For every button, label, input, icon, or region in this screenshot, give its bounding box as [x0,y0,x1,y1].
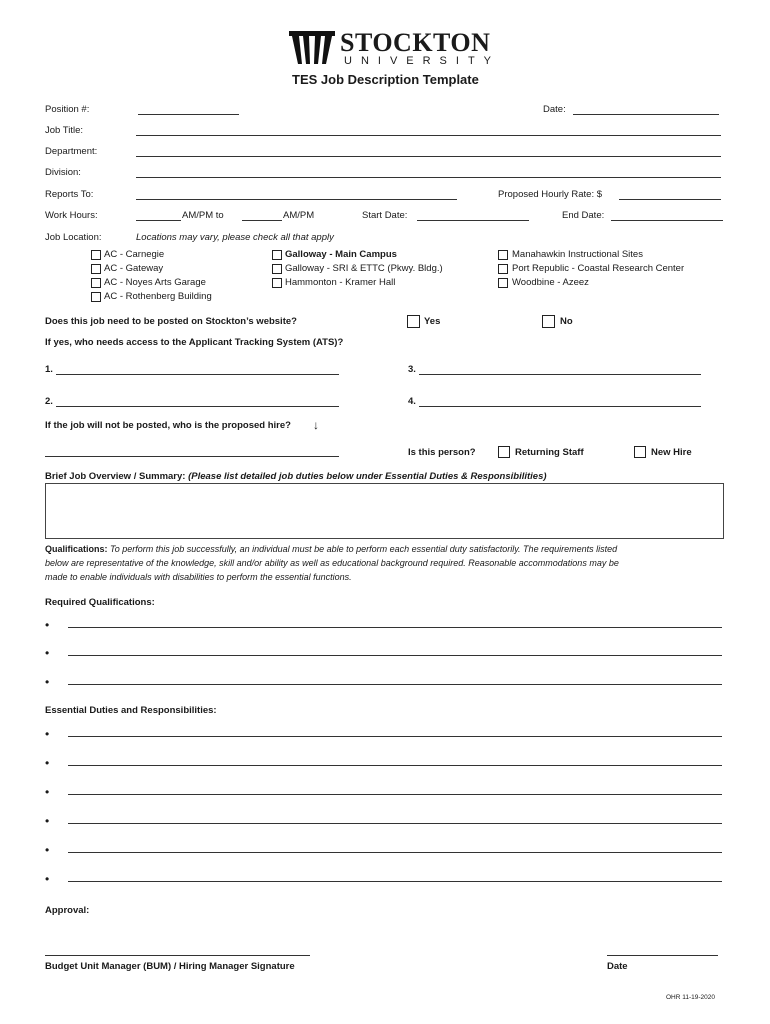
checkbox-new-hire[interactable] [634,446,646,458]
essential-duty-field[interactable] [68,881,722,882]
qualifications-label: Qualifications: [45,544,108,554]
checkbox-manahawkin[interactable] [498,250,508,260]
required-qualification-field[interactable] [68,627,722,628]
essential-duty-field[interactable] [68,823,722,824]
bullet-icon: • [45,727,50,741]
signature-date-field[interactable] [607,955,718,956]
footer-code: OHR 11-19-2020 [666,994,716,1001]
ats-number: 2. [45,396,53,407]
essential-duties-heading: Essential Duties and Responsibilities: [45,705,217,716]
hours-start-field[interactable] [136,220,181,221]
work-hours-label: Work Hours: [45,210,98,221]
overview-label: Brief Job Overview / Summary: [45,471,186,482]
checkbox-ac-noyes[interactable] [91,278,101,288]
posting-question: Does this job need to be posted on Stockton’s website? [45,316,297,327]
reports-to-label: Reports To: [45,189,94,200]
proposed-rate-field[interactable] [619,199,721,200]
ats-number: 1. [45,364,53,375]
qualifications-line-3: made to enable individuals with disabilities to perform the essential functions. [45,572,352,582]
bullet-icon: • [45,785,50,799]
overview-heading [45,471,547,482]
checkbox-hammonton[interactable] [272,278,282,288]
location-label: AC - Rothenberg Building [104,291,212,302]
ats-question: If yes, who needs access to the Applicant Tracking System (ATS)? [45,337,344,348]
qualifications-line-1 [45,544,617,554]
date-label: Date: [543,104,566,115]
department-field[interactable] [136,156,721,157]
date-field[interactable] [573,114,719,115]
signature-field[interactable] [45,955,310,956]
checkbox-ac-rothenberg[interactable] [91,292,101,302]
start-date-field[interactable] [417,220,529,221]
logo-subtitle: UNIVERSITY [344,55,501,67]
proposed-rate-label: Proposed Hourly Rate: $ [498,189,603,200]
tree-logo-icon [289,31,335,65]
checkbox-galloway-main[interactable] [272,250,282,260]
position-field[interactable] [138,114,239,115]
ats-number: 3. [408,364,416,375]
location-label: Hammonton - Kramer Hall [285,277,396,288]
qualifications-text: To perform this job successfully, an individual must be able to perform each essential duty satisfactorily. The requirements listed [110,544,618,554]
checkbox-galloway-sri[interactable] [272,264,282,274]
ats-field-1[interactable] [56,374,339,375]
location-label: Port Republic - Coastal Research Center [512,263,685,274]
location-label: AC - Noyes Arts Garage [104,277,206,288]
bullet-icon: • [45,646,50,660]
bullet-icon: • [45,814,50,828]
bullet-icon: • [45,872,50,886]
no-label: No [560,316,573,327]
signature-label: Budget Unit Manager (BUM) / Hiring Manager Signature [45,961,295,972]
essential-duty-field[interactable] [68,736,722,737]
checkbox-yes[interactable] [407,315,420,328]
logo-name: STOCKTON [340,28,491,57]
division-label: Division: [45,167,81,178]
job-title-field[interactable] [136,135,721,136]
checkbox-woodbine[interactable] [498,278,508,288]
location-note: Locations may vary, please check all that apply [136,232,334,243]
approval-heading: Approval: [45,905,90,916]
bullet-icon: • [45,843,50,857]
page-title: TES Job Description Template [292,72,479,87]
location-label: Manahawkin Instructional Sites [512,249,643,260]
bullet-icon: • [45,675,50,689]
ats-number: 4. [408,396,416,407]
is-person-label: Is this person? [408,447,476,458]
checkbox-ac-carnegie[interactable] [91,250,101,260]
ampm-label: AM/PM [283,210,315,221]
position-label: Position #: [45,104,90,115]
bullet-icon: • [45,756,50,770]
location-label: Woodbine - Azeez [512,277,589,288]
job-location-label: Job Location: [45,232,102,243]
location-label: Galloway - Main Campus [285,249,397,260]
ampm-to-label: AM/PM to [182,210,224,221]
end-date-field[interactable] [611,220,723,221]
checkbox-no[interactable] [542,315,555,328]
job-title-label: Job Title: [45,125,84,136]
overview-textarea[interactable] [45,483,724,539]
returning-label: Returning Staff [515,447,584,458]
not-posted-question: If the job will not be posted, who is the proposed hire? [45,420,291,431]
location-label: AC - Carnegie [104,249,165,260]
yes-label: Yes [424,316,441,327]
bullet-icon: • [45,618,50,632]
department-label: Department: [45,146,98,157]
end-date-label: End Date: [562,210,605,221]
arrow-down-icon: ↓ [313,418,319,432]
proposed-hire-field[interactable] [45,456,339,457]
qualifications-line-2: below are representative of the knowledge, skill and/or ability as well as educational background required. Reasonable accommodations may be [45,558,619,568]
checkbox-ac-gateway[interactable] [91,264,101,274]
essential-duty-field[interactable] [68,765,722,766]
required-qualification-field[interactable] [68,684,722,685]
hours-end-field[interactable] [242,220,282,221]
checkbox-returning[interactable] [498,446,510,458]
ats-field-3[interactable] [419,374,701,375]
signature-date-label: Date [607,961,628,972]
essential-duty-field[interactable] [68,852,722,853]
overview-note: (Please list detailed job duties below under Essential Duties & Responsibilities) [188,471,547,482]
division-field[interactable] [136,177,721,178]
reports-to-field[interactable] [136,199,457,200]
checkbox-port-republic[interactable] [498,264,508,274]
ats-field-2[interactable] [56,406,339,407]
start-date-label: Start Date: [362,210,408,221]
essential-duty-field[interactable] [68,794,722,795]
required-qualification-field[interactable] [68,655,722,656]
location-label: AC - Gateway [104,263,164,274]
location-label: Galloway - SRI & ETTC (Pkwy. Bldg.) [285,263,443,274]
required-qualifications-heading: Required Qualifications: [45,597,155,608]
new-hire-label: New Hire [651,447,692,458]
ats-field-4[interactable] [419,406,701,407]
